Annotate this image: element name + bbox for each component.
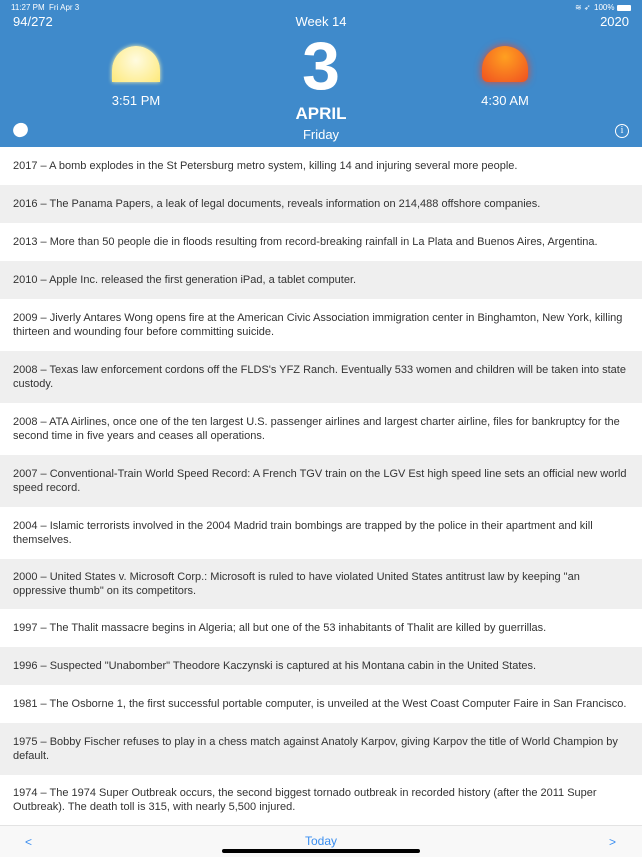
- day-number: 3: [302, 28, 340, 104]
- list-item[interactable]: 2009 – Jiverly Antares Wong opens fire at the American Civic Association immigration center in Binghamton, New York, killing thirteen and wounding four before committing suicide.: [13, 312, 623, 338]
- list-item[interactable]: 2004 – Islamic terrorists involved in the 2004 Madrid train bombings are trapped by the police in their apartment and kill themselves.: [13, 520, 593, 546]
- home-indicator: [222, 849, 420, 853]
- list-item[interactable]: 1996 – Suspected "Unabomber" Theodore Kaczynski is captured at his Montana cabin in the United States.: [0, 647, 642, 685]
- list-item[interactable]: 1974 – The 1974 Super Outbreak occurs, the second biggest tornado outbreak in recorded history (after the 2011 Super Outbreak). The death toll is 315, with nearly 5,500 injured.: [13, 787, 597, 813]
- previous-day-button[interactable]: <: [25, 835, 33, 849]
- list-item[interactable]: 2008 – ATA Airlines, once one of the ten largest U.S. passenger airlines and largest charter airline, files for bankruptcy for the second time in five years and ceases all operations.: [13, 416, 620, 442]
- list-item[interactable]: 2016 – The Panama Papers, a leak of legal documents, reveals information on 214,488 offshore companies.: [0, 185, 642, 223]
- list-item[interactable]: 1981 – The Osborne 1, the first successful portable computer, is unveiled at the West Coast Computer Faire in San Francisco.: [13, 698, 627, 710]
- info-icon[interactable]: i: [615, 124, 629, 138]
- list-item[interactable]: 2017 – A bomb explodes in the St Petersburg metro system, killing 14 and injuring several more people.: [13, 160, 518, 172]
- status-date: Fri Apr 3: [49, 3, 80, 12]
- status-time: 11:27 PM: [11, 3, 45, 12]
- list-item[interactable]: 2010 – Apple Inc. released the first generation iPad, a tablet computer.: [0, 261, 642, 299]
- date-header: [0, 0, 642, 147]
- battery-level: 100%: [594, 3, 615, 12]
- list-item[interactable]: 1997 – The Thalit massacre begins in Algeria; all but one of the 53 inhabitants of Thalit are killed by guerrillas.: [13, 622, 547, 634]
- battery-icon: [617, 5, 631, 11]
- events-list: [0, 147, 642, 825]
- sun-time-right: 4:30 AM: [481, 93, 529, 108]
- list-item[interactable]: 2008 – Texas law enforcement cordons off the FLDS's YFZ Ranch. Eventually 533 women and children will be taken into state custody.: [0, 351, 642, 403]
- weekday-name: Friday: [302, 127, 340, 142]
- list-item[interactable]: 2000 – United States v. Microsoft Corp.: Microsoft is ruled to have violated United States antitrust law by keeping "an oppressive thumb" on its competitors.: [0, 559, 642, 609]
- week-number: Week 14: [295, 14, 347, 29]
- list-item[interactable]: 1975 – Bobby Fischer refuses to play in a chess match against Anatoly Karpov, giving Karpov the title of World Champion by default.: [0, 723, 642, 775]
- day-of-year: 94/272: [13, 14, 53, 29]
- month-name: APRIL: [295, 104, 347, 123]
- list-item[interactable]: 2013 – More than 50 people die in floods resulting from record-breaking rainfall in La Plata and Buenos Aires, Argentina.: [13, 236, 598, 248]
- year: 2020: [600, 14, 629, 29]
- list-item[interactable]: 2007 – Conventional-Train World Speed Record: A French TGV train on the LGV Est high speed line sets an official new world speed record.: [0, 455, 642, 507]
- today-button[interactable]: Today: [304, 834, 338, 848]
- next-day-button[interactable]: >: [609, 835, 617, 849]
- sun-time-left: 3:51 PM: [111, 93, 161, 108]
- wifi-location-icon: ≋ ➶: [575, 3, 591, 12]
